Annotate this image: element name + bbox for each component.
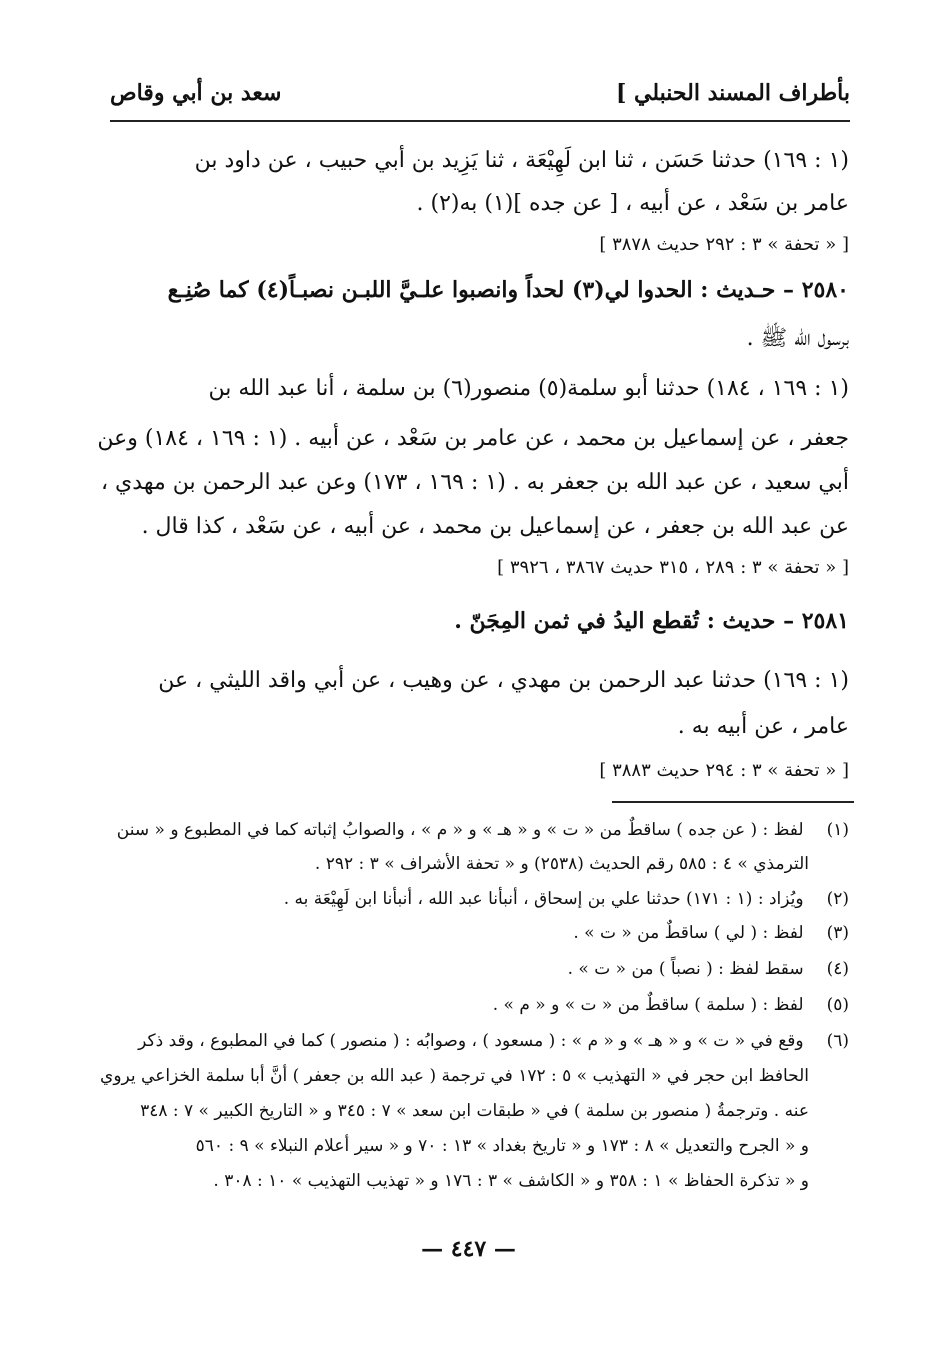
hadith-heading-2580: ٢٥٨٠ – حـديث : الحدوا لي(٣) لحداً وانصبوا علـيَّ اللبـن نصبـاً(٤) كما صُنِـع: [167, 277, 849, 303]
text-line: (١ : ١٦٩) حدثنا حَسَن ، ثنا ابن لَهِيْعَة ، ثنا يَزِيد بن أبي حبيب ، عن داود بن: [194, 148, 849, 173]
footnote-separator: [612, 801, 854, 803]
text-line: عامر ، عن أبيه به .: [677, 714, 849, 739]
header-section-title: سعد بن أبي وقاص: [110, 80, 282, 106]
header-book-title: بأطراف المسند الحنبلي ]: [615, 80, 850, 106]
footnote-6-cont: و « تذكرة الحفاظ » ١ : ٣٥٨ و « الكاشف » ٣ : ١٧٦ و « تهذيب التهذيب » ١٠ : ٣٠٨ .: [213, 1171, 809, 1191]
footnote-2: (٢) ويُزاد : (١ : ١٧١) حدثنا علي بن إسحاق ، أنبأنا عبد الله ، أنبأنا ابن لَهِيْعَة به .: [283, 889, 849, 909]
text-line: أبي سعيد ، عن عبد الله بن جعفر به . (١ : ١٦٩ ، ١٧٣) وعن عبد الرحمن بن مهدي ،: [100, 470, 849, 495]
footnote-1: (١) لفظ : ( عن جده ) ساقطٌ من « ت » و « هـ » و « م » ، والصوابُ إثباته كما في المطبوع و « سنن: [116, 820, 849, 840]
footnote-6: (٦) وقع في « ت » و « هـ » و « م » : ( مسعود ) ، وصوابُه : ( منصور ) كما في المطبوع ، وقد ذكر: [138, 1031, 849, 1051]
text-line: جعفر ، عن إسماعيل بن محمد ، عن عامر بن سَعْد ، عن أبيه . (١ : ١٦٩ ، ١٨٤) وعن: [97, 426, 849, 451]
text-line: عن عبد الله بن جعفر ، عن إسماعيل بن محمد ، عن أبيه ، عن سَعْد ، كذا قال .: [141, 514, 849, 539]
text-line: عامر بن سَعْد ، عن أبيه ، [ عن جده ](١) به(٢) .: [416, 191, 849, 216]
tuhfa-reference: [ « تحفة » ٣ : ٢٨٩ ، ٣١٥ حديث ٣٨٦٧ ، ٣٩٢٦ ]: [497, 557, 849, 578]
text-line: برسول الله ﷺ .: [746, 326, 849, 351]
text-line: (١ : ١٦٩ ، ١٨٤) حدثنا أبو سلمة(٥) منصور(٦) بن سلمة ، أنا عبد الله بن: [208, 376, 849, 401]
footnote-1-cont: الترمذي » ٤ : ٥٨٥ رقم الحديث (٢٥٣٨) و « تحفة الأشراف » ٣ : ٢٩٢ .: [314, 854, 809, 874]
footnote-6-cont: عنه . وترجمةُ ( منصور بن سلمة ) في « طبقات ابن سعد » ٧ : ٣٤٥ و « التاريخ الكبير » ٧ : ٣٤٨: [140, 1101, 809, 1121]
footnote-6-cont: الحافظ ابن حجر في « التهذيب » ٥ : ١٧٢ في ترجمة ( عبد الله بن جعفر ) أنَّ أبا سلمة الخزاعي يروي: [100, 1066, 809, 1086]
tuhfa-reference: [ « تحفة » ٣ : ٢٩٤ حديث ٣٨٨٣ ]: [599, 760, 849, 781]
hadith-heading-2581: ٢٥٨١ – حديث : تُقطع اليدُ في ثمن المِجَنّ .: [454, 608, 849, 634]
footnote-5: (٥) لفظ : ( سلمة ) ساقطٌ من « ت » و « م » .: [492, 995, 849, 1015]
text-line: (١ : ١٦٩) حدثنا عبد الرحمن بن مهدي ، عن وهيب ، عن أبي واقد الليثي ، عن: [158, 668, 849, 693]
page-header: [110, 80, 850, 122]
tuhfa-reference: [ « تحفة » ٣ : ٢٩٢ حديث ٣٨٧٨ ]: [599, 234, 849, 255]
footnote-4: (٤) سقط لفظ : ( نصباً ) من « ت » .: [567, 959, 849, 979]
footnote-3: (٣) لفظ : ( لي ) ساقطٌ من « ت » .: [573, 923, 849, 943]
footnote-6-cont: و « الجرح والتعديل » ٨ : ١٧٣ و « تاريخ بغداد » ١٣ : ٧٠ و « سير أعلام النبلاء » ٩ : ٥٦٠: [195, 1136, 809, 1156]
page-number: — ٤٤٧ —: [421, 1236, 516, 1262]
